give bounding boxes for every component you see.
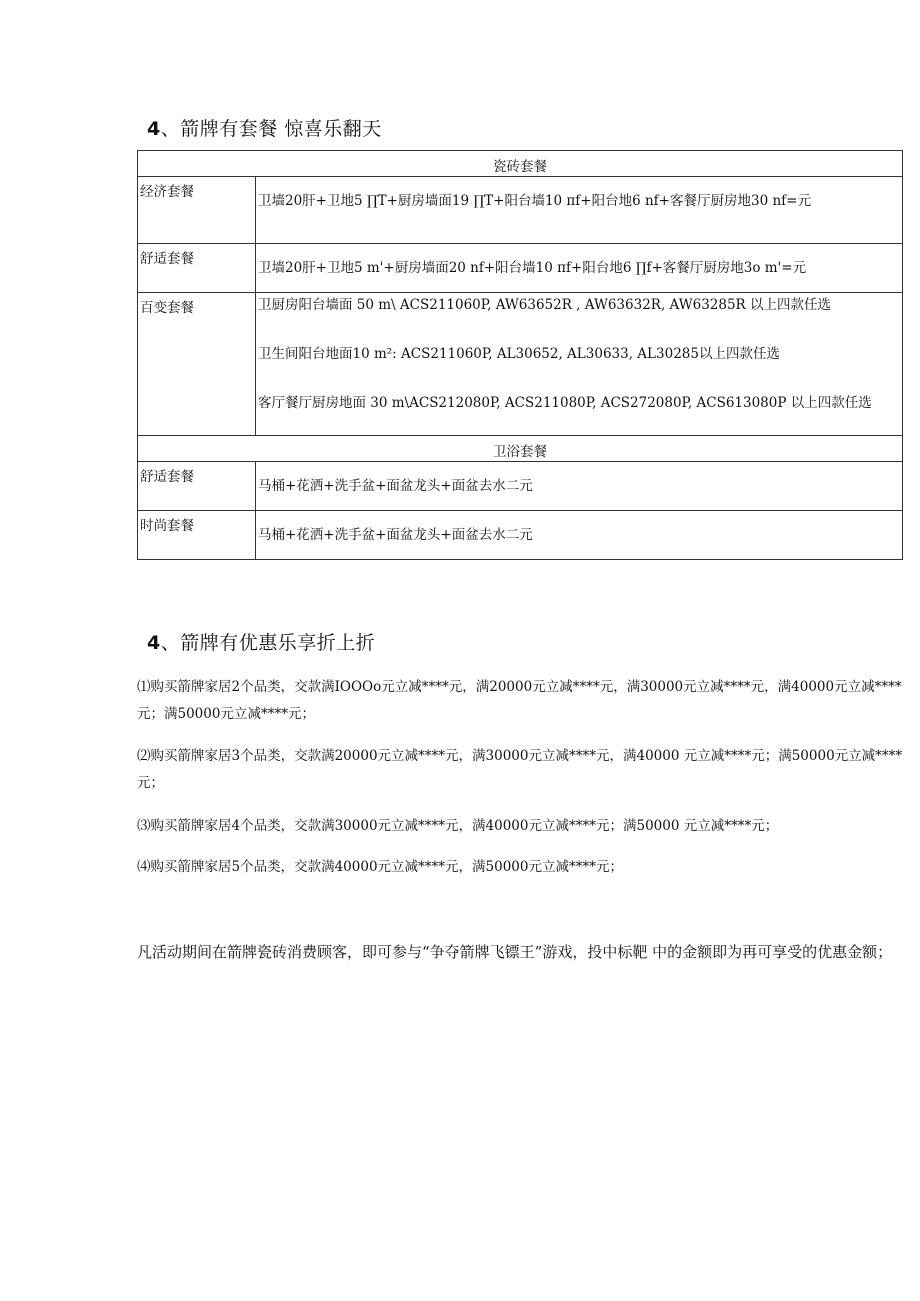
package-label: 经济套餐: [138, 177, 256, 244]
package-content: [256, 462, 903, 511]
promotion-item: ⑵购买箭牌家居3个品类，交款满20000元立减****元，满30000元立减****元，满40000 元立减****元；满50000元立减****元；: [137, 748, 903, 791]
package-row: [138, 511, 903, 560]
package-content: [256, 177, 903, 244]
package-label: 舒适套餐: [138, 462, 256, 511]
package-line: 马桶+花洒+洗手盆+面盆龙头+面盆去水二元: [258, 478, 533, 494]
bath-section-header: 卫浴套餐: [493, 444, 547, 460]
package-line: 卫墙20肝+卫地5 m'+厨房墙面20 nf+阳台墙10 πf+阳台地6 ∏f+客餐厅厨房地3o m'=元: [258, 260, 807, 276]
package-content: [256, 244, 903, 293]
packages-table: [137, 150, 903, 560]
package-row: [138, 177, 903, 244]
package-label: 舒适套餐: [138, 244, 256, 293]
package-line: 卫厨房阳台墙面 50 m\ ACS211060P, AW63652R , AW63632R, AW63285R 以上四款任选: [258, 297, 832, 313]
package-row: [138, 244, 903, 293]
package-label: 百变套餐: [138, 293, 256, 436]
package-content: [256, 293, 903, 436]
package-row: [138, 462, 903, 511]
promotion-item: ⑷购买箭牌家居5个品类，交款满40000元立减****元，满50000元立减****元；: [137, 859, 623, 875]
section-title-packages: 4、箭牌有套餐 惊喜乐翻天: [147, 118, 382, 140]
bath-section-header-row: [138, 436, 903, 462]
tile-section-header-row: [138, 151, 903, 177]
dart-game-note: 凡活动期间在箭牌瓷砖消费顾客，即可参与“争夺箭牌飞镖王”游戏，投中标靶 中的金额即为再可享受的优惠金额；: [137, 943, 893, 961]
promotion-item: ⑶购买箭牌家居4个品类，交款满30000元立减****元，满40000元立减****元；满50000 元立减****元；: [137, 818, 779, 834]
package-row: [138, 293, 903, 436]
package-content: [256, 511, 903, 560]
package-label: 时尚套餐: [138, 511, 256, 560]
package-line: 客厅餐厅厨房地面 30 m\ACS212080P, ACS211080P, ACS272080P, ACS613080P 以上四款任选: [258, 395, 872, 411]
package-line: 卫生间阳台地面10 m²: ACS211060P, AL30652, AL30633, AL30285以上四款任选: [258, 346, 780, 362]
package-line: 卫墙20肝+卫地5 ∏T+厨房墙面19 ∏T+阳台墙10 πf+阳台地6 nf+客餐厅厨房地30 nf=元: [258, 193, 811, 209]
package-line: 马桶+花洒+洗手盆+面盆龙头+面盆去水二元: [258, 527, 533, 543]
section-title-discounts: 4、箭牌有优惠乐享折上折: [147, 632, 376, 654]
promotion-item: ⑴购买箭牌家居2个品类，交款满IOOOo元立减****元，满20000元立减****元，满30000元立减****元，满40000元立减****元；满50000元立减****元；: [137, 679, 902, 722]
tile-section-header: 瓷砖套餐: [493, 159, 547, 175]
